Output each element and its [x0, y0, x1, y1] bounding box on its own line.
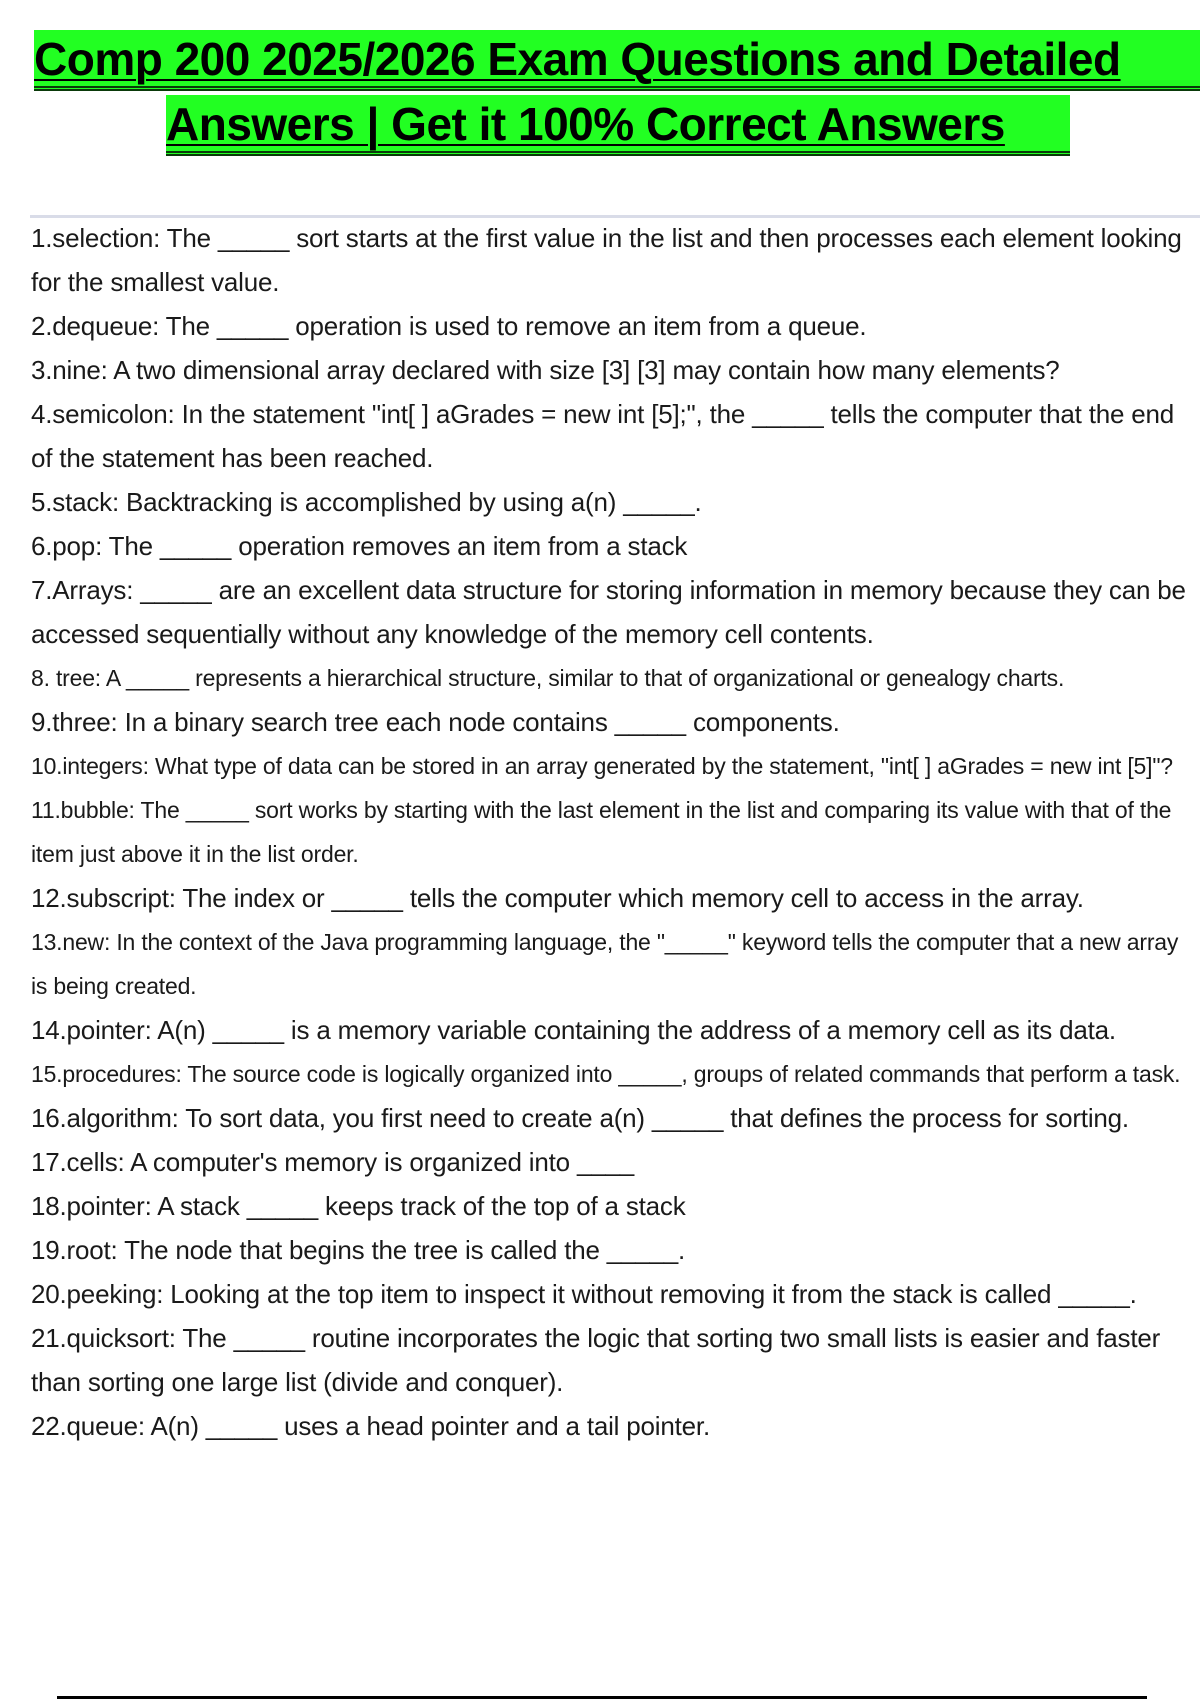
question-item: 21.quicksort: The _____ routine incorporates the logic that sorting two small lists is easier and faster than sorting one large list (divide and conquer).: [31, 1323, 1161, 1397]
question-item: 4.semicolon: In the statement "int[ ] aGrades = new int [5];", the _____ tells the computer that the end of the statement has been reached.: [31, 399, 1175, 473]
question-item: 10.integers: What type of data can be stored in an array generated by the statement, "int[ ] aGrades = new int [5]"?: [31, 753, 1173, 779]
title-line-1: Comp 200 2025/2026 Exam Questions and Detailed: [34, 30, 1200, 91]
title-line-2: Answers | Get it 100% Correct Answers: [166, 95, 1070, 156]
question-item: 20.peeking: Looking at the top item to inspect it without removing it from the stack is called _____.: [31, 1279, 1137, 1309]
question-item: 2.dequeue: The _____ operation is used to remove an item from a queue.: [31, 311, 867, 341]
question-item: 7.Arrays: _____ are an excellent data structure for storing information in memory because they can be accessed sequentially without any knowledge of the memory cell contents.: [31, 575, 1186, 649]
question-item: 14.pointer: A(n) _____ is a memory variable containing the address of a memory cell as its data.: [31, 1015, 1116, 1045]
question-item: 18.pointer: A stack _____ keeps track of the top of a stack: [31, 1191, 686, 1221]
question-list: [31, 216, 1196, 1448]
question-item: 8. tree: A _____ represents a hierarchical structure, similar to that of organizational or genealogy charts.: [31, 665, 1065, 691]
question-item: 15.procedures: The source code is logically organized into _____, groups of related commands that perform a task.: [31, 1061, 1181, 1087]
question-item: 11.bubble: The _____ sort works by starting with the last element in the list and comparing its value with that of the item just above it in the list order.: [31, 797, 1172, 867]
question-item: 22.queue: A(n) _____ uses a head pointer and a tail pointer.: [31, 1411, 710, 1441]
question-item: 12.subscript: The index or _____ tells the computer which memory cell to access in the array.: [31, 883, 1084, 913]
question-item: 1.selection: The _____ sort starts at the first value in the list and then processes each element looking for the smallest value.: [31, 223, 1182, 297]
question-item: 19.root: The node that begins the tree is called the _____.: [31, 1235, 686, 1265]
question-item: 9.three: In a binary search tree each node contains _____ components.: [31, 707, 840, 737]
question-item: 17.cells: A computer's memory is organized into ____: [31, 1147, 634, 1177]
question-item: 5.stack: Backtracking is accomplished by using a(n) _____.: [31, 487, 702, 517]
question-item: 13.new: In the context of the Java programming language, the "_____" keyword tells the computer that a new array is being created.: [31, 929, 1179, 999]
question-item: 16.algorithm: To sort data, you first need to create a(n) _____ that defines the process for sorting.: [31, 1103, 1129, 1133]
question-item: 3.nine: A two dimensional array declared with size [3] [3] may contain how many elements?: [31, 355, 1060, 385]
footer-rule: [57, 1696, 1147, 1699]
question-item: 6.pop: The _____ operation removes an item from a stack: [31, 531, 688, 561]
